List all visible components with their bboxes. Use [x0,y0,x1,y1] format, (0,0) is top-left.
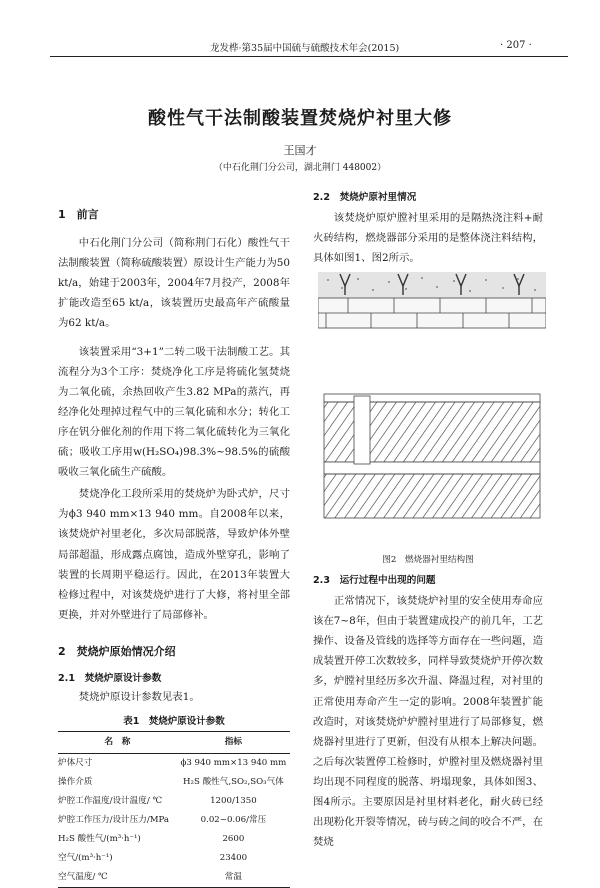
section2-heading: 2 焚烧炉原始情况介绍 [58,644,176,658]
insulating-castable-layer [318,272,546,298]
burner-lining-figure [318,388,546,524]
paragraph: 焚烧净化工段所采用的焚烧炉为卧式炉，尺寸为ϕ3 940 mm×13 940 mm。自2008年以来，该焚烧炉衬里老化，多次局部脱落，导致炉体外壁局部超温，形成露点腐蚀，造成外壁穿孔，影响了装置的长周期平稳运行。因此，在2013年装置大检修过程中，对该焚烧炉进行了大修，将衬里全部更换，并对外壁进行了局部修补。 [58,488,290,621]
paragraph: 正常情况下，该焚烧炉衬里的安全使用寿命应该在7~8年，但由于装置建成投产的前几年，工艺操作、设备及管线的选择等方面存在一些问题，造成装置开停工次数较多，同样导致焚烧炉开停次数多，炉膛衬里经历多次升温、降温过程，对衬里的正常使用寿命产生一定的影响。2008年装置扩能改造时，对该焚烧炉炉膛衬里进行了局部修复，燃烧器衬里进行了更新，但没有从根本上解决问题。之后每次装置停工检修时，炉膛衬里及燃烧器衬里均出现不同程度的脱落、坍塌现象，具体如图3、图4所示。主要原因是衬里材料老化，耐火砖已经出现粉化开裂等情况，砖与砖之间的咬合不严，在焚烧 [313,595,543,849]
table-row: 炉腔工作压力/设计压力/MPa 0.02~0.06/常压 [58,814,267,825]
table-row: 空气温度/ ℃ 常温 [58,868,290,888]
section1-heading: 1 前言 [58,208,99,221]
table-row: 炉体尺寸 ϕ3 940 mm×13 940 mm [58,757,287,768]
table-header: 指标 [177,731,290,753]
paragraph: 该装置采用“3+1”二转二吸干法制酸工艺。其流程分为3个工序：焚烧净化工序是将硫化氢焚烧为二氧化硫，余热回收产生3.82 MPa的蒸汽，再经净化处理掉过程气中的三氧化硫和水分；转化工序在钒分催化剂的作用下将二氧化硫转化为三氧化硫；吸收工序用w(H₂SO₄)98.3%~98.5%的硫酸吸收三氧化硫生产硫酸。 [58,345,290,479]
section22-heading: 2.2 焚烧炉原衬里情况 [313,192,417,203]
page-number: · 207 · [500,40,532,51]
furnace-lining-figure [318,268,546,350]
design-parameter-table [58,731,290,888]
left-column [58,205,290,888]
table-row: 空气/(m³·h⁻¹) 23400 [58,852,248,863]
right-column-top [313,188,543,268]
section21-heading: 2.1 焚烧炉原设计参数 [58,672,162,684]
table-caption: 表1 焚烧炉原设计参数 [123,715,225,727]
header-rule [50,56,568,57]
author: 王国才 [283,144,317,157]
table-row: H₂S 酸性气/(m³·h⁻¹) 2600 [58,833,245,844]
paper-title: 酸性气干法制酸装置焚烧炉衬里大修 [148,108,452,129]
paragraph: 焚烧炉原设计参数见表1。 [78,690,200,703]
paragraph: 该焚烧炉原炉膛衬里采用的是隔热浇注料+耐火砖结构，燃烧器部分采用的是整体浇注料结构，具体如图1、图2所示。 [313,212,543,265]
section23-heading: 2.3 运行过程中出现的问题 [313,575,436,586]
paragraph: 中石化荆门分公司（简称荆门石化）酸性气干法制酸装置（简称硫酸装置）原设计生产能力为50 kt/a，始建于2003年，2004年7月投产，2008年扩能改造至65 kt/a，该装置历史最高年产硫酸量为62 kt/a。 [58,237,290,330]
table-row: 炉腔工作温度/设计温度/ ℃ 1200/1350 [58,795,257,806]
running-header: 龙发桦·第35届中国硫与硫酸技术年会(2015) [210,43,400,54]
right-column-bottom [313,571,543,852]
burner-port [354,396,370,464]
table-row: 操作介质 H₂S 酸性气,SO₂,SO₃气体 [58,776,284,787]
affiliation: （中石化荆门分公司，湖北荆门 448002） [213,163,387,173]
figure2-caption: 图2 燃烧器衬里结构图 [382,555,474,565]
burner-castable-lower [324,474,540,518]
table-header: 名 称 [58,731,177,753]
